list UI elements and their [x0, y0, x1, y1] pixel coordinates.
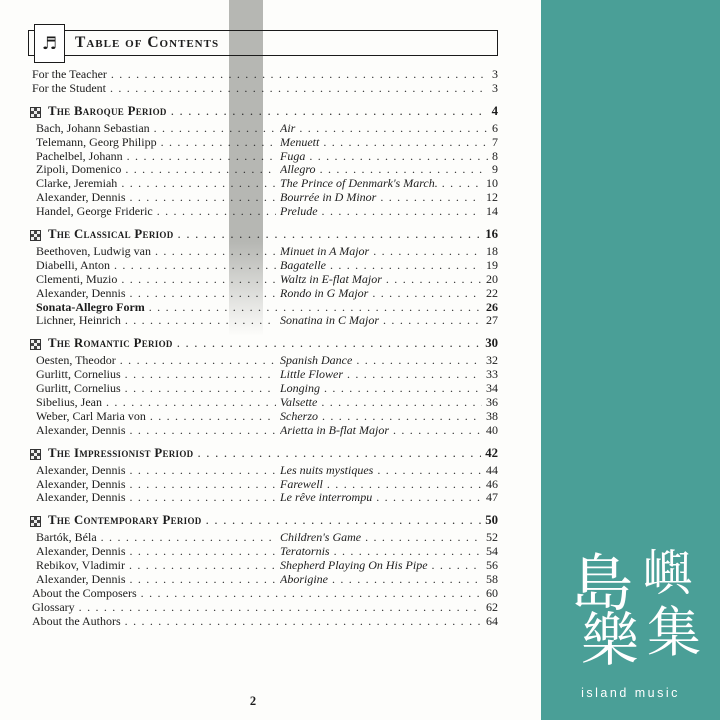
page-title: Table of Contents — [75, 34, 220, 51]
toc-entry-row — [36, 273, 498, 287]
title-column — [280, 259, 498, 273]
toc-row — [32, 82, 498, 96]
toc-row-label: Glossary — [32, 599, 75, 614]
piece-title: Teratornis — [280, 545, 330, 559]
dot-leader — [155, 245, 276, 259]
toc-row-page: 60 — [486, 585, 498, 600]
piece-title: Spanish Dance — [280, 354, 353, 368]
dot-leader — [130, 478, 277, 492]
toc-entry-page: 56 — [486, 559, 498, 573]
composer-column — [36, 559, 280, 573]
toc-entry-page: 27 — [486, 314, 498, 328]
toc-row-page: 3 — [492, 80, 498, 95]
dot-leader — [125, 615, 482, 629]
dot-leader — [383, 314, 482, 328]
title-column — [280, 205, 498, 219]
dot-leader — [330, 259, 482, 273]
piece-title: Scherzo — [280, 409, 318, 423]
piece-title: Little Flower — [280, 368, 343, 382]
dot-leader — [372, 287, 482, 301]
period-page: 30 — [485, 336, 498, 351]
toc-entry-row — [36, 396, 498, 410]
dot-leader — [442, 177, 482, 191]
title-column — [280, 368, 498, 382]
piece-title: Minuet in A Major — [280, 245, 370, 259]
dot-leader — [309, 150, 488, 164]
piece-title: Les nuits mystiques — [280, 463, 374, 477]
toc-row-page: 64 — [486, 613, 498, 628]
composer-column — [36, 314, 280, 328]
dot-leader — [380, 191, 482, 205]
toc-entry-row — [36, 136, 498, 150]
period-title: The Classical Period — [48, 227, 174, 242]
composer-name: Alexander, Dennis — [36, 491, 126, 505]
dot-leader — [149, 301, 482, 315]
composer-name: Rebikov, Vladimir — [36, 559, 125, 573]
island-music-logo — [541, 545, 720, 720]
toc-content — [28, 30, 498, 629]
composer-name: Alexander, Dennis — [36, 573, 126, 587]
toc-entry-page: 14 — [486, 205, 498, 219]
dot-leader — [127, 150, 276, 164]
period-page: 4 — [491, 103, 498, 118]
period-header-row — [30, 105, 498, 120]
dot-leader — [125, 368, 276, 382]
period-ornament-icon — [30, 449, 41, 460]
composer-name: Handel, George Frideric — [36, 205, 153, 219]
period-ornament-icon — [30, 107, 41, 118]
toc-row-label: About the Authors — [32, 613, 121, 628]
toc-entry-row — [36, 559, 498, 573]
piece-title: Arietta in B-flat Major — [280, 423, 389, 437]
dot-leader — [157, 205, 276, 219]
period-title: The Baroque Period — [48, 103, 167, 118]
toc-title-bar — [28, 30, 498, 56]
brand-sidebar — [541, 0, 720, 720]
dot-leader — [130, 464, 277, 478]
composer-name: Weber, Carl Maria von — [36, 409, 146, 423]
toc-entry-row — [36, 382, 498, 396]
toc-entry-row — [36, 259, 498, 273]
composer-column — [36, 122, 280, 136]
title-column — [280, 559, 498, 573]
title-column — [280, 382, 498, 396]
logo-char: 島 — [571, 551, 634, 619]
composer-column — [36, 245, 280, 259]
title-column — [280, 464, 498, 478]
toc-entry-page: 33 — [486, 368, 498, 382]
dot-leader — [393, 424, 482, 438]
dot-leader — [177, 337, 482, 351]
folio-page-number: 2 — [249, 694, 257, 708]
dot-leader — [114, 259, 276, 273]
toc-entry-page: 58 — [486, 573, 498, 587]
composer-name: Gurlitt, Cornelius — [36, 382, 121, 396]
toc-entry-page: 34 — [486, 382, 498, 396]
dot-leader — [171, 105, 488, 119]
dot-leader — [332, 573, 482, 587]
dot-leader — [324, 382, 482, 396]
composer-column — [36, 491, 280, 505]
toc-entry-row — [36, 191, 498, 205]
piece-title: Children's Game — [280, 531, 362, 545]
composer-name: Telemann, Georg Philipp — [36, 135, 157, 149]
dot-leader — [197, 447, 481, 461]
title-column — [280, 491, 498, 505]
toc-entry-page: 52 — [486, 531, 498, 545]
toc-row-label: About the Composers — [32, 585, 137, 600]
piece-title: Rondo in G Major — [280, 286, 369, 300]
piece-title: Aborigine — [280, 573, 328, 587]
composer-column — [36, 396, 280, 410]
piece-title: Longing — [280, 382, 321, 396]
dot-leader — [121, 177, 276, 191]
title-column — [280, 191, 498, 205]
toc-entry-row — [36, 545, 498, 559]
dot-leader — [110, 82, 488, 96]
dot-leader — [150, 410, 276, 424]
toc-entry-row — [36, 354, 498, 368]
toc-entry-row — [36, 314, 498, 328]
composer-name: Alexander, Dennis — [36, 463, 126, 477]
toc-row-label: For the Student — [32, 80, 106, 95]
dot-leader — [365, 531, 482, 545]
toc-entry-page: 10 — [486, 177, 498, 191]
piece-title: Menuett — [280, 135, 320, 149]
title-column — [280, 531, 498, 545]
composer-column — [36, 545, 280, 559]
composer-name: Diabelli, Anton — [36, 258, 110, 272]
music-notes-icon: ♬ — [34, 24, 65, 63]
dot-leader — [323, 136, 488, 150]
toc-entry-page: 54 — [486, 545, 498, 559]
piece-title: Farewell — [280, 477, 323, 491]
dot-leader — [178, 228, 482, 242]
dot-leader — [154, 122, 276, 136]
toc-entry-page: 38 — [486, 409, 498, 423]
logo-char: 樂 — [581, 608, 640, 673]
composer-column — [36, 273, 280, 287]
piece-title: Prelude — [280, 205, 318, 219]
title-column — [280, 122, 498, 136]
period-header-row — [30, 337, 498, 352]
toc-entry-page: 8 — [492, 149, 498, 163]
dot-leader — [327, 478, 482, 492]
dot-leader — [322, 205, 482, 219]
period-page: 50 — [485, 513, 498, 528]
period-page: 42 — [485, 445, 498, 460]
piece-title: Shepherd Playing On His Pipe — [280, 559, 428, 573]
composer-column — [36, 464, 280, 478]
toc-row — [36, 301, 498, 315]
brand-wordmark: island music — [581, 686, 680, 700]
toc-row — [32, 615, 498, 629]
toc-entry-row — [36, 177, 498, 191]
toc-entry-page: 19 — [486, 258, 498, 272]
toc-entry-row — [36, 245, 498, 259]
title-column — [280, 410, 498, 424]
piece-title: The Prince of Denmark's March. — [280, 177, 438, 191]
toc-entry-row — [36, 122, 498, 136]
toc-entry-page: 47 — [486, 491, 498, 505]
piece-title: Allegro — [280, 163, 316, 177]
period-header-row — [30, 228, 498, 243]
title-column — [280, 273, 498, 287]
dot-leader — [79, 601, 482, 615]
toc-entry-row — [36, 573, 498, 587]
title-column — [280, 424, 498, 438]
composer-column — [36, 410, 280, 424]
title-column — [280, 136, 498, 150]
composer-column — [36, 136, 280, 150]
title-column — [280, 245, 498, 259]
dot-leader — [130, 545, 277, 559]
composer-column — [36, 287, 280, 301]
piece-title: Valsette — [280, 396, 318, 410]
dot-leader — [130, 287, 277, 301]
piece-title: Bagatelle — [280, 258, 326, 272]
composer-name: Pachelbel, Johann — [36, 149, 123, 163]
composer-name: Alexander, Dennis — [36, 191, 126, 205]
toc-entry-page: 9 — [492, 163, 498, 177]
toc-entry-page: 46 — [486, 477, 498, 491]
logo-char: 嶼 — [643, 545, 693, 601]
dot-leader — [347, 368, 482, 382]
toc-entry-row — [36, 464, 498, 478]
toc-entry-row — [36, 491, 498, 505]
dot-leader — [334, 545, 482, 559]
period-ornament-icon — [30, 230, 41, 241]
toc-entry-page: 7 — [492, 135, 498, 149]
title-column — [280, 287, 498, 301]
period-page: 16 — [485, 227, 498, 242]
toc-entry-row — [36, 424, 498, 438]
title-column — [280, 354, 498, 368]
dot-leader — [432, 559, 482, 573]
dot-leader — [161, 136, 276, 150]
toc-row-label: Sonata-Allegro Form — [36, 299, 145, 314]
composer-column — [36, 531, 280, 545]
composer-column — [36, 368, 280, 382]
dot-leader — [106, 396, 276, 410]
dot-leader — [321, 396, 482, 410]
composer-name: Alexander, Dennis — [36, 545, 126, 559]
composer-name: Gurlitt, Cornelius — [36, 368, 121, 382]
period-title: The Contemporary Period — [48, 513, 202, 528]
toc-row-label: For the Teacher — [32, 67, 107, 81]
toc-row-page: 62 — [486, 599, 498, 614]
toc-entry-row — [36, 287, 498, 301]
dot-leader — [320, 163, 488, 177]
title-column — [280, 163, 498, 177]
toc-row-page: 26 — [486, 299, 498, 314]
composer-name: Clarke, Jeremiah — [36, 177, 118, 191]
title-column — [280, 478, 498, 492]
composer-name: Beethoven, Ludwig van — [36, 245, 151, 259]
logo-char: 集 — [647, 603, 701, 663]
composer-name: Clementi, Muzio — [36, 272, 118, 286]
dot-leader — [130, 491, 277, 505]
dot-leader — [386, 273, 482, 287]
dot-leader — [377, 464, 482, 478]
toc-entry-row — [36, 410, 498, 424]
piece-title: Air — [280, 121, 296, 135]
toc-entry-row — [36, 478, 498, 492]
composer-column — [36, 191, 280, 205]
toc-entry-row — [36, 163, 498, 177]
period-header-row — [30, 514, 498, 529]
dot-leader — [299, 122, 488, 136]
toc-entry-page: 40 — [486, 423, 498, 437]
composer-column — [36, 382, 280, 396]
dot-leader — [130, 191, 277, 205]
piece-title: Bourrée in D Minor — [280, 191, 377, 205]
piece-title: Waltz in E-flat Major — [280, 272, 382, 286]
composer-name: Oesten, Theodor — [36, 354, 116, 368]
dot-leader — [373, 245, 482, 259]
toc-entry-row — [36, 150, 498, 164]
composer-column — [36, 573, 280, 587]
composer-column — [36, 150, 280, 164]
period-title: The Romantic Period — [48, 336, 173, 351]
composer-name: Bartók, Béla — [36, 531, 97, 545]
toc-row — [32, 587, 498, 601]
composer-name: Alexander, Dennis — [36, 286, 126, 300]
title-column — [280, 396, 498, 410]
composer-column — [36, 205, 280, 219]
toc-row — [32, 68, 498, 82]
title-column — [280, 177, 498, 191]
composer-name: Alexander, Dennis — [36, 477, 126, 491]
composer-column — [36, 177, 280, 191]
title-column — [280, 573, 498, 587]
toc-entry-page: 32 — [486, 354, 498, 368]
period-title: The Impressionist Period — [48, 445, 194, 460]
composer-name: Bach, Johann Sebastian — [36, 121, 150, 135]
dot-leader — [141, 587, 482, 601]
composer-name: Sibelius, Jean — [36, 396, 102, 410]
toc-entry-page: 6 — [492, 121, 498, 135]
toc-entry-row — [36, 531, 498, 545]
composer-column — [36, 259, 280, 273]
composer-name: Alexander, Dennis — [36, 423, 126, 437]
composer-column — [36, 424, 280, 438]
title-column — [280, 545, 498, 559]
dot-leader — [376, 491, 482, 505]
composer-column — [36, 163, 280, 177]
toc-row-page: 3 — [492, 67, 498, 81]
dot-leader — [121, 273, 276, 287]
dot-leader — [130, 573, 277, 587]
toc-entry-page: 36 — [486, 396, 498, 410]
dot-leader — [120, 354, 276, 368]
dot-leader — [356, 354, 482, 368]
toc-entry-page: 12 — [486, 191, 498, 205]
piece-title: Fuga — [280, 149, 306, 163]
title-column — [280, 314, 498, 328]
toc-entry-row — [36, 368, 498, 382]
toc-row — [32, 601, 498, 615]
toc-entry-row — [36, 205, 498, 219]
composer-name: Zipoli, Domenico — [36, 163, 122, 177]
dot-leader — [125, 382, 276, 396]
dot-leader — [129, 559, 276, 573]
piece-title: Sonatina in C Major — [280, 314, 380, 328]
period-ornament-icon — [30, 339, 41, 350]
dot-leader — [111, 68, 488, 82]
toc-entry-page: 18 — [486, 245, 498, 259]
dot-leader — [125, 314, 276, 328]
period-ornament-icon — [30, 516, 41, 527]
dot-leader — [130, 424, 277, 438]
dot-leader — [206, 514, 482, 528]
toc-entry-page: 20 — [486, 272, 498, 286]
toc-entry-page: 22 — [486, 286, 498, 300]
title-column — [280, 150, 498, 164]
toc-body — [28, 68, 498, 629]
period-header-row — [30, 447, 498, 462]
composer-column — [36, 354, 280, 368]
dot-leader — [322, 410, 482, 424]
piece-title: Le rêve interrompu — [280, 491, 373, 505]
composer-name: Lichner, Heinrich — [36, 314, 121, 328]
dot-leader — [125, 163, 276, 177]
dot-leader — [101, 531, 276, 545]
composer-column — [36, 478, 280, 492]
toc-entry-page: 44 — [486, 463, 498, 477]
